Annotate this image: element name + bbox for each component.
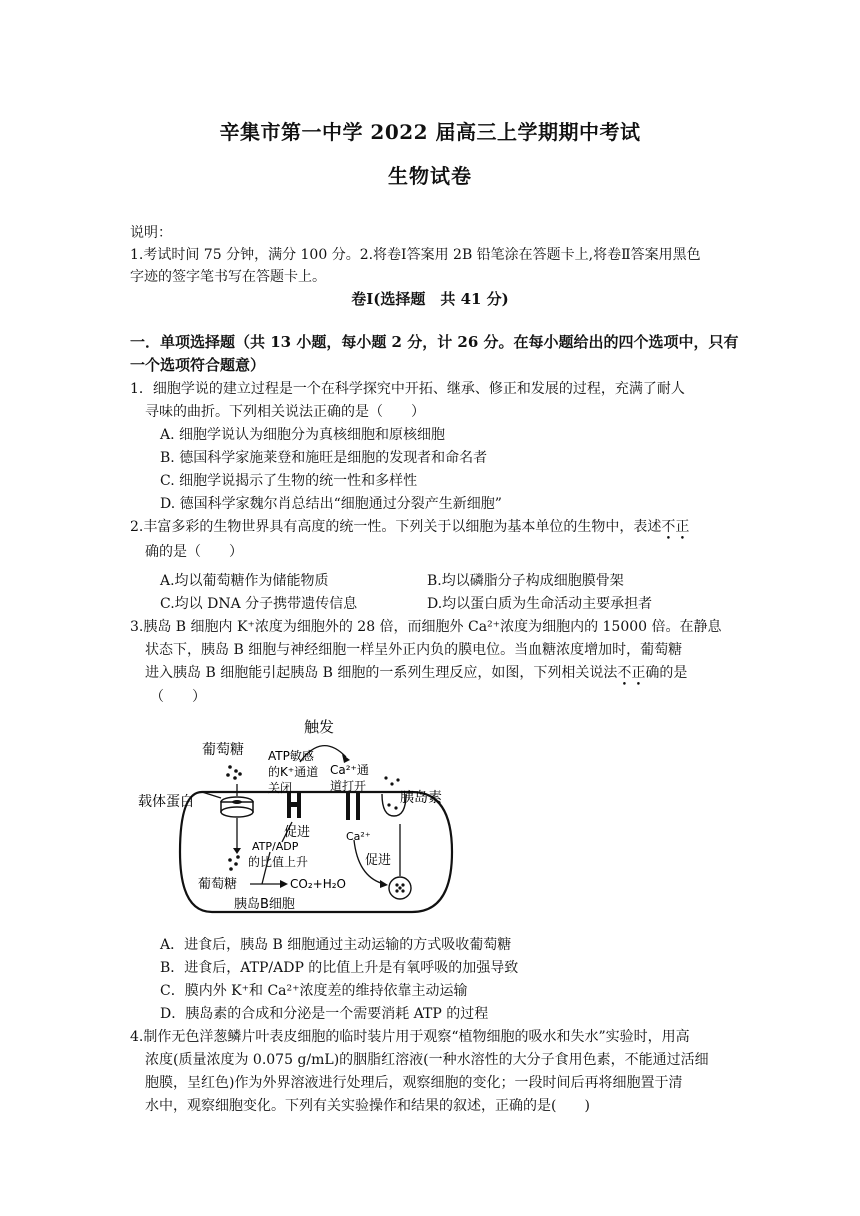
q4-stem-2: 浓度(质量浓度为 0.075 g/mL)的胭脂红溶液(一种水溶性的大分子食用色素，不能通过活细 <box>145 1052 709 1068</box>
q2-stem-2: 确的是（ ） <box>145 544 243 560</box>
q1-stem-2: 寻味的曲折。下列相关说法正确的是（ ） <box>145 404 425 420</box>
q3-option-b: B．进食后，ATP/ADP 的比值上升是有氧呼吸的加强导致 <box>160 960 519 976</box>
q4-stem-1: 4.制作无色洋葱鳞片叶表皮细胞的临时装片用于观察“植物细胞的吸水和失水”实验时，用高 <box>130 1029 690 1045</box>
label-insulin: 胰岛素 <box>400 790 442 806</box>
label-products: CO₂+H₂O <box>290 877 346 891</box>
glucose-down-arrowhead <box>233 848 241 854</box>
notes-line-1: 1.考试时间 75 分钟，满分 100 分。2.将卷Ⅰ答案用 2B 铅笔涂在答题卡上,将卷Ⅱ答案用黑色 <box>130 247 701 263</box>
glucose-dots-bottom <box>228 855 240 871</box>
q4-stem-4: 水中，观察细胞变化。下列有关实验操作和结果的叙述，正确的是( ) <box>145 1098 590 1114</box>
q3-stem-4: （ ） <box>150 689 206 705</box>
q3-emphasis-tail: 确的是 <box>645 665 688 681</box>
label-ca-channel-2: 道打开 <box>330 779 367 793</box>
respiration-arrowhead <box>280 880 288 888</box>
q2-emphasis-1: 不 <box>661 519 676 535</box>
q1-option-b: B. 德国科学家施莱登和施旺是细胞的发现者和命名者 <box>160 450 488 466</box>
q1-stem-1: 1．细胞学说的建立过程是一个在科学探究中开拓、继承、修正和发展的过程，充满了耐人 <box>130 381 685 397</box>
label-promote-1: 促进 <box>284 825 311 840</box>
q3-stem-1: 3.胰岛 B 细胞内 K⁺浓度为细胞外的 28 倍，而细胞外 Ca²⁺浓度为细胞内的 15000 倍。在静息 <box>130 619 722 635</box>
part1-instructions-2: 一个选项符合题意） <box>130 356 266 374</box>
ca-promote-arrowhead <box>380 880 388 888</box>
q3-option-c: C．膜内外 K⁺和 Ca²⁺浓度差的维持依靠主动运输 <box>160 983 468 999</box>
q3-emphasis-1: 不 <box>617 665 632 681</box>
section-title: 卷Ⅰ(选择题 共 41 分) <box>351 290 509 308</box>
q2-stem-text: 2.丰富多彩的生物世界具有高度的统一性。下列关于以细胞为基本单位的生物中，表述 <box>130 519 662 535</box>
label-promote-2: 促进 <box>365 853 392 868</box>
q3-emphasis-2: 正 <box>631 665 646 681</box>
label-ca-channel-1: Ca²⁺通 <box>330 763 369 777</box>
islet-b-cell-diagram <box>132 712 492 918</box>
q3-option-a: A．进食后，胰岛 B 细胞通过主动运输的方式吸收葡萄糖 <box>160 937 512 953</box>
label-glucose-bottom: 葡萄糖 <box>198 877 238 892</box>
exam-subtitle: 生物试卷 <box>388 164 472 188</box>
q2-option-c: C.均以 DNA 分子携带遗传信息 <box>160 596 358 612</box>
label-carrier: 载体蛋白 <box>138 794 194 810</box>
part1-instructions-1: 一．单项选择题（共 13 小题，每小题 2 分，计 26 分。在每小题给出的四个选项中，只有 <box>130 333 739 351</box>
label-cell: 胰岛B细胞 <box>234 897 295 912</box>
q2-option-a: A.均以葡萄糖作为储能物质 <box>160 573 329 589</box>
q2-emphasis-2: 正 <box>675 519 690 535</box>
q3-stem-3 <box>145 662 687 682</box>
label-atp-ratio-2: 的比值上升 <box>248 855 309 869</box>
q1-option-a: A. 细胞学说认为细胞分为真核细胞和原核细胞 <box>160 427 446 443</box>
insulin-vesicle-icon <box>389 877 411 899</box>
label-atp-channel-1: ATP敏感 <box>268 749 314 763</box>
k-atp-channel-icon <box>287 792 301 818</box>
glucose-dots-top <box>226 765 242 780</box>
q1-option-d: D. 德国科学家魏尔肖总结出“细胞通过分裂产生新细胞” <box>160 496 502 512</box>
q1-option-c: C. 细胞学说揭示了生物的统一性和多样性 <box>160 473 418 489</box>
notes-label: 说明： <box>130 225 172 241</box>
carrier-protein-icon <box>221 797 253 817</box>
label-glucose-top: 葡萄糖 <box>202 742 244 758</box>
q3-option-d: D．胰岛素的合成和分泌是一个需要消耗 ATP 的过程 <box>160 1006 489 1022</box>
label-trigger: 触发 <box>304 718 335 736</box>
notes-line-2: 字迹的签字笔书写在答题卡上。 <box>130 269 326 285</box>
trigger-arrowhead <box>342 754 350 763</box>
label-atp-ratio-1: ATP/ADP <box>252 840 299 853</box>
q2-option-d: D.均以蛋白质为生命活动主要承担者 <box>427 596 653 612</box>
q4-stem-3: 胞膜，呈红色)作为外界溶液进行处理后，观察细胞的变化；一段时间后再将细胞置于清 <box>145 1075 683 1091</box>
ca-channel-icon <box>346 792 360 820</box>
label-ca-ion: Ca²⁺ <box>346 830 371 843</box>
label-atp-channel-2: 的K⁺通道 <box>268 765 319 779</box>
q2-stem-1 <box>130 516 689 536</box>
q3-stem-2: 状态下，胰岛 B 细胞与神经细胞一样呈外正内负的膜电位。当血糖浓度增加时，葡萄糖 <box>145 642 683 658</box>
q3-stem-text: 进入胰岛 B 细胞能引起胰岛 B 细胞的一系列生理反应，如图，下列相关说法 <box>145 665 618 681</box>
exam-title: 辛集市第一中学 2022 届高三上学期期中考试 <box>219 120 641 144</box>
q2-option-b: B.均以磷脂分子构成细胞膜骨架 <box>427 573 624 589</box>
label-atp-channel-3: 关闭 <box>268 781 293 795</box>
